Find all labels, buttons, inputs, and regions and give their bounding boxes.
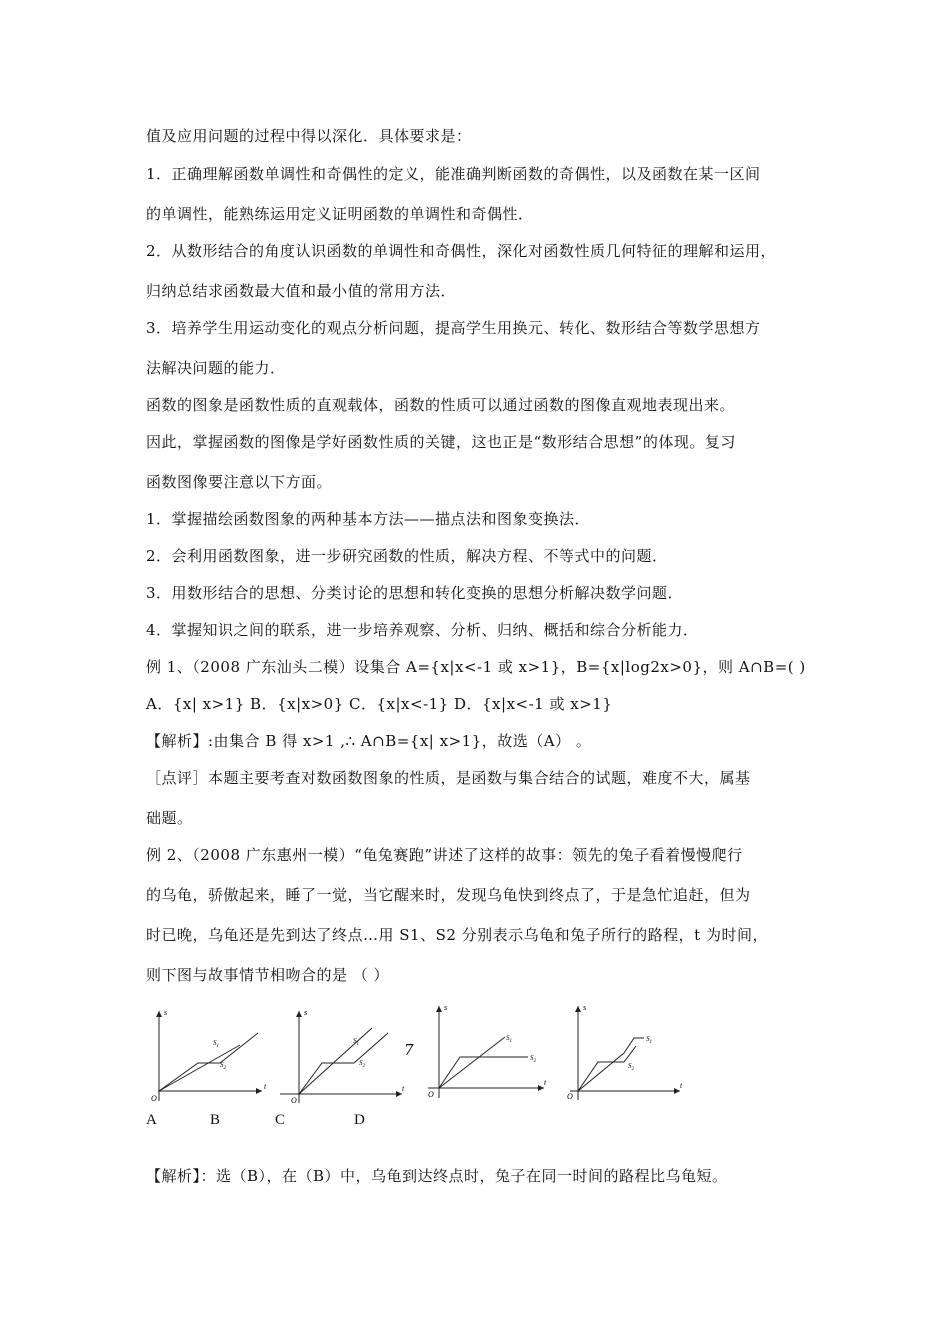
- origin-label: O: [567, 1092, 573, 1100]
- stray-mark: 7: [404, 1041, 415, 1059]
- axis-label-s: s: [164, 1008, 168, 1017]
- text-line-9: 因此，掌握函数的图像是学好函数性质的关键，这也正是“数形结合思想”的体现。复习: [146, 433, 736, 451]
- example-2-question-3: 时已晚，乌龟还是先到达了终点…用 S1、S2 分别表示乌龟和兔子所行的路程，t 为时间，: [146, 926, 768, 944]
- origin-label: O: [428, 1090, 434, 1099]
- curve-label-s2: $S_2$: [530, 1054, 536, 1064]
- example-2-question-2: 的乌龟，骄傲起来，睡了一觉，当它醒来时，发现乌龟快到终点了，于是急忙追赶，但为: [146, 886, 751, 904]
- text-line-10: 函数图像要注意以下方面。: [146, 473, 333, 491]
- axis-label-t: t: [544, 1078, 547, 1087]
- text-line-11: 1．掌握描绘函数图象的两种基本方法——描点法和图象变换法．: [146, 510, 591, 528]
- text-line-1: 值及应用问题的过程中得以深化．具体要求是：: [146, 127, 472, 145]
- graph-label-c: C: [275, 1112, 286, 1128]
- curve-label-s1: $S_1$: [506, 1034, 512, 1044]
- curve-label-s2: $S_2$: [359, 1059, 365, 1069]
- text-line-6: 3．培养学生用运动变化的观点分析问题，提高学生用换元、转化、数形结合等数学思想方: [146, 319, 761, 337]
- graph-c: [420, 1000, 550, 1100]
- example-2-solution: 【解析】：选（B），在（B）中，乌龟到达终点时，兔子在同一时间的路程比乌龟短。: [146, 1167, 728, 1185]
- text-line-5: 归纳总结求函数最大值和最小值的常用方法．: [146, 282, 457, 300]
- text-line-7: 法解决问题的能力．: [146, 359, 286, 377]
- graph-d: [558, 1000, 688, 1100]
- axis-label-s: s: [583, 1003, 587, 1012]
- axis-label-t: t: [402, 1084, 405, 1093]
- text-line-12: 2．会利用函数图象，进一步研究函数的性质，解决方程、不等式中的问题．: [146, 547, 668, 565]
- graph-label-d: D: [354, 1112, 365, 1128]
- axis-label-t: t: [264, 1082, 267, 1091]
- example-1-question: 例 1、（2008 广东汕头二模）设集合 A={x|x<-1 或 x>1}，B={x|log2x>0}，则 A∩B=( ): [146, 658, 806, 676]
- example-1-options: A．{x| x>1} B．{x|x>0} C．{x|x<-1} D．{x|x<-1 或 x>1}: [146, 695, 613, 713]
- example-2-question-4: 则下图与故事情节相吻合的是 （ ）: [146, 966, 390, 984]
- curve-label-s2: $S_2$: [628, 1062, 634, 1072]
- graph-label-b: B: [210, 1112, 221, 1128]
- example-1-solution: 【解析】:由集合 B 得 x>1 ,∴ A∩B={x| x>1}，故选（A） 。: [146, 732, 592, 750]
- graph-a: [140, 1005, 270, 1105]
- example-2-question-1: 例 2、（2008 广东惠州一模）“龟兔赛跑”讲述了这样的故事：领先的兔子看着慢慢爬行: [146, 846, 743, 864]
- origin-label: O: [291, 1096, 297, 1105]
- curve-label-s1: $S_1$: [646, 1035, 652, 1045]
- axis-label-s: s: [444, 1003, 448, 1012]
- axis-label-t: t: [680, 1081, 683, 1090]
- axis-label-s: s: [304, 1008, 308, 1017]
- graph-b: [278, 1005, 408, 1105]
- text-line-4: 2．从数形结合的角度认识函数的单调性和奇偶性，深化对函数性质几何特征的理解和运用，: [146, 242, 777, 260]
- graph-label-a: A: [146, 1112, 157, 1128]
- example-1-comment: ［点评］本题主要考查对数函数图象的性质，是函数与集合结合的试题，难度不大，属基: [146, 769, 751, 787]
- text-line-8: 函数的图象是函数性质的直观载体，函数的性质可以通过函数的图像直观地表现出来。: [146, 396, 736, 414]
- text-line-14: 4．掌握知识之间的联系，进一步培养观察、分析、归纳、概括和综合分析能力．: [146, 621, 699, 639]
- curve-label-s2: $S_2$: [220, 1061, 226, 1071]
- curve-label-s1: $S_1$: [213, 1039, 219, 1049]
- text-line-2: 1．正确理解函数单调性和奇偶性的定义，能准确判断函数的奇偶性，以及函数在某一区间: [146, 165, 761, 183]
- example-1-comment-cont: 础题。: [146, 809, 193, 827]
- text-line-13: 3．用数形结合的思想、分类讨论的思想和转化变换的思想分析解决数学问题．: [146, 584, 684, 602]
- text-line-3: 的单调性，能熟练运用定义证明函数的单调性和奇偶性．: [146, 205, 534, 223]
- curve-label-s1: $S_1$: [353, 1037, 359, 1047]
- origin-label: O: [151, 1094, 157, 1103]
